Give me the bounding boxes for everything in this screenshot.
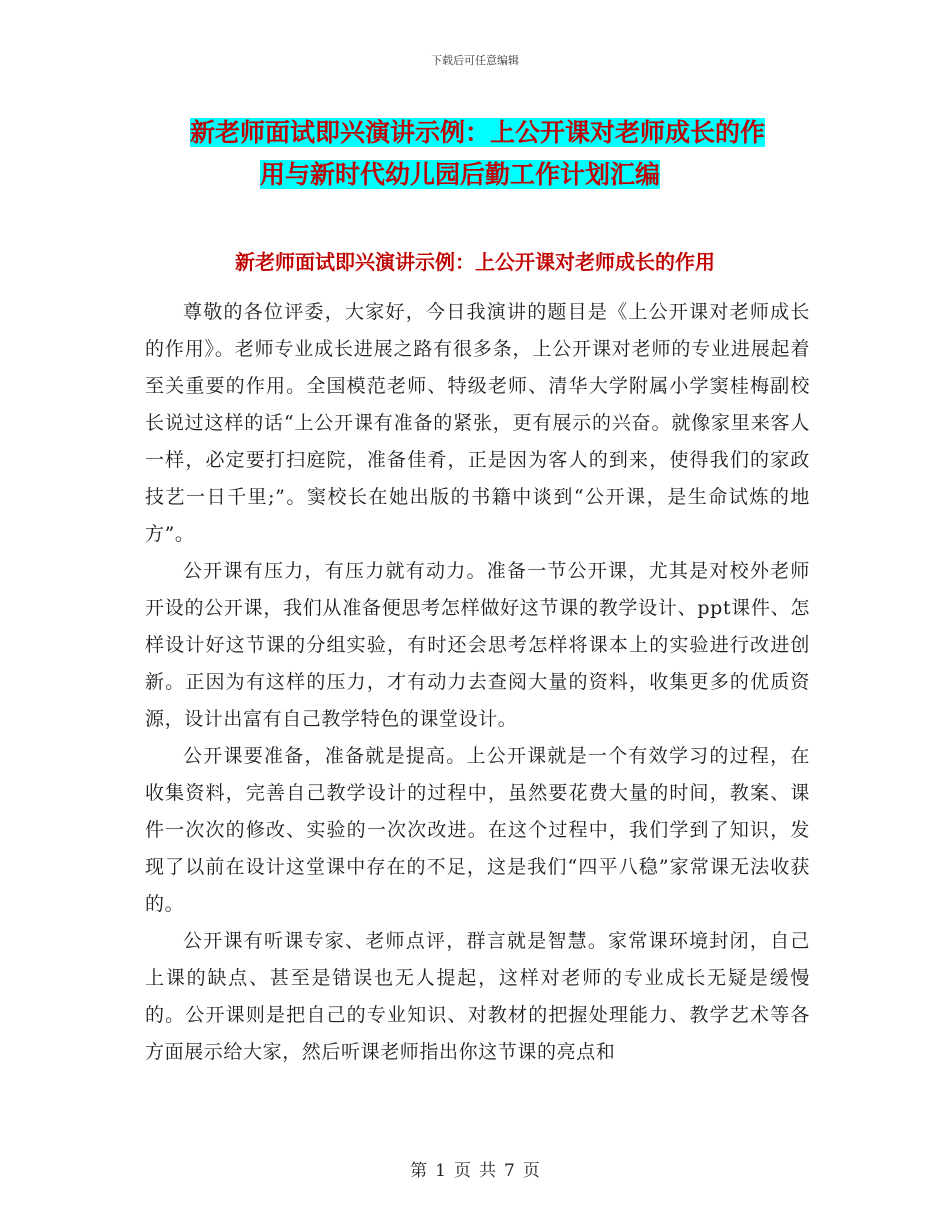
paragraph: 公开课有听课专家、老师点评，群言就是智慧。家常课环境封闭，自己上课的缺点、甚至是错误也无人提起，这样对老师的专业成长无疑是缓慢的。公开课则是把自己的专业知识、对教材的把握处理能力、教学艺术等各方面展示给大家，然后听课老师指出你这节课的亮点和	[145, 930, 810, 1063]
footer-page-word: 页	[454, 1161, 471, 1181]
paragraph: 公开课要准备，准备就是提高。上公开课就是一个有效学习的过程，在收集资料，完善自己教学设计的过程中，虽然要花费大量的时间，教案、课件一次次的修改、实验的一次次改进。在这个过程中，我们学到了知识，发现了以前在设计这堂课中存在的不足，这是我们“四平八稳”家常课无法收获的。	[145, 745, 810, 915]
header-note: 下载后可任意编辑	[431, 54, 519, 67]
paragraph: 尊敬的各位评委，大家好，今日我演讲的题目是《上公开课对老师成长的作用》。老师专业成长进展之路有很多条，上公开课对老师的专业进展起着至关重要的作用。全国模范老师、特级老师、清华大学附属小学窦桂梅副校长说过这样的话“上公开课有准备的紧张，更有展示的兴奋。就像家里来客人一样，必定要打扫庭院，准备佳肴，正是因为客人的到来，使得我们的家政技艺一日千里;”。窦校长在她出版的书籍中谈到“公开课，是生命试炼的地方”。	[145, 301, 810, 545]
footer-prefix: 第	[410, 1161, 428, 1181]
paragraph: 公开课有压力，有压力就有动力。准备一节公开课，尤其是对校外老师开设的公开课，我们从准备便思考怎样做好这节课的教学设计、ppt课件、怎样设计好这节课的分组实验，有时还会思考怎样将课本上的实验进行改进创新。正因为有这样的压力，才有动力去查阅大量的资料，收集更多的优质资源，设计出富有自己教学特色的课堂设计。	[145, 560, 810, 730]
footer-page-number: 1	[435, 1161, 446, 1181]
page-footer	[0, 1156, 950, 1181]
section-heading: 新老师面试即兴演讲示例：上公开课对老师成长的作用	[235, 250, 715, 274]
document-title-line-1: 新老师面试即兴演讲示例：上公开课对老师成长的作	[190, 118, 766, 147]
document-title-line-2: 用与新时代幼儿园后勤工作计划汇编	[260, 160, 661, 189]
footer-suffix: 页	[522, 1161, 540, 1181]
footer-total-word: 共	[479, 1161, 496, 1181]
footer-total-pages: 7	[504, 1161, 515, 1181]
body-text	[145, 294, 810, 1071]
document-title	[190, 112, 810, 196]
